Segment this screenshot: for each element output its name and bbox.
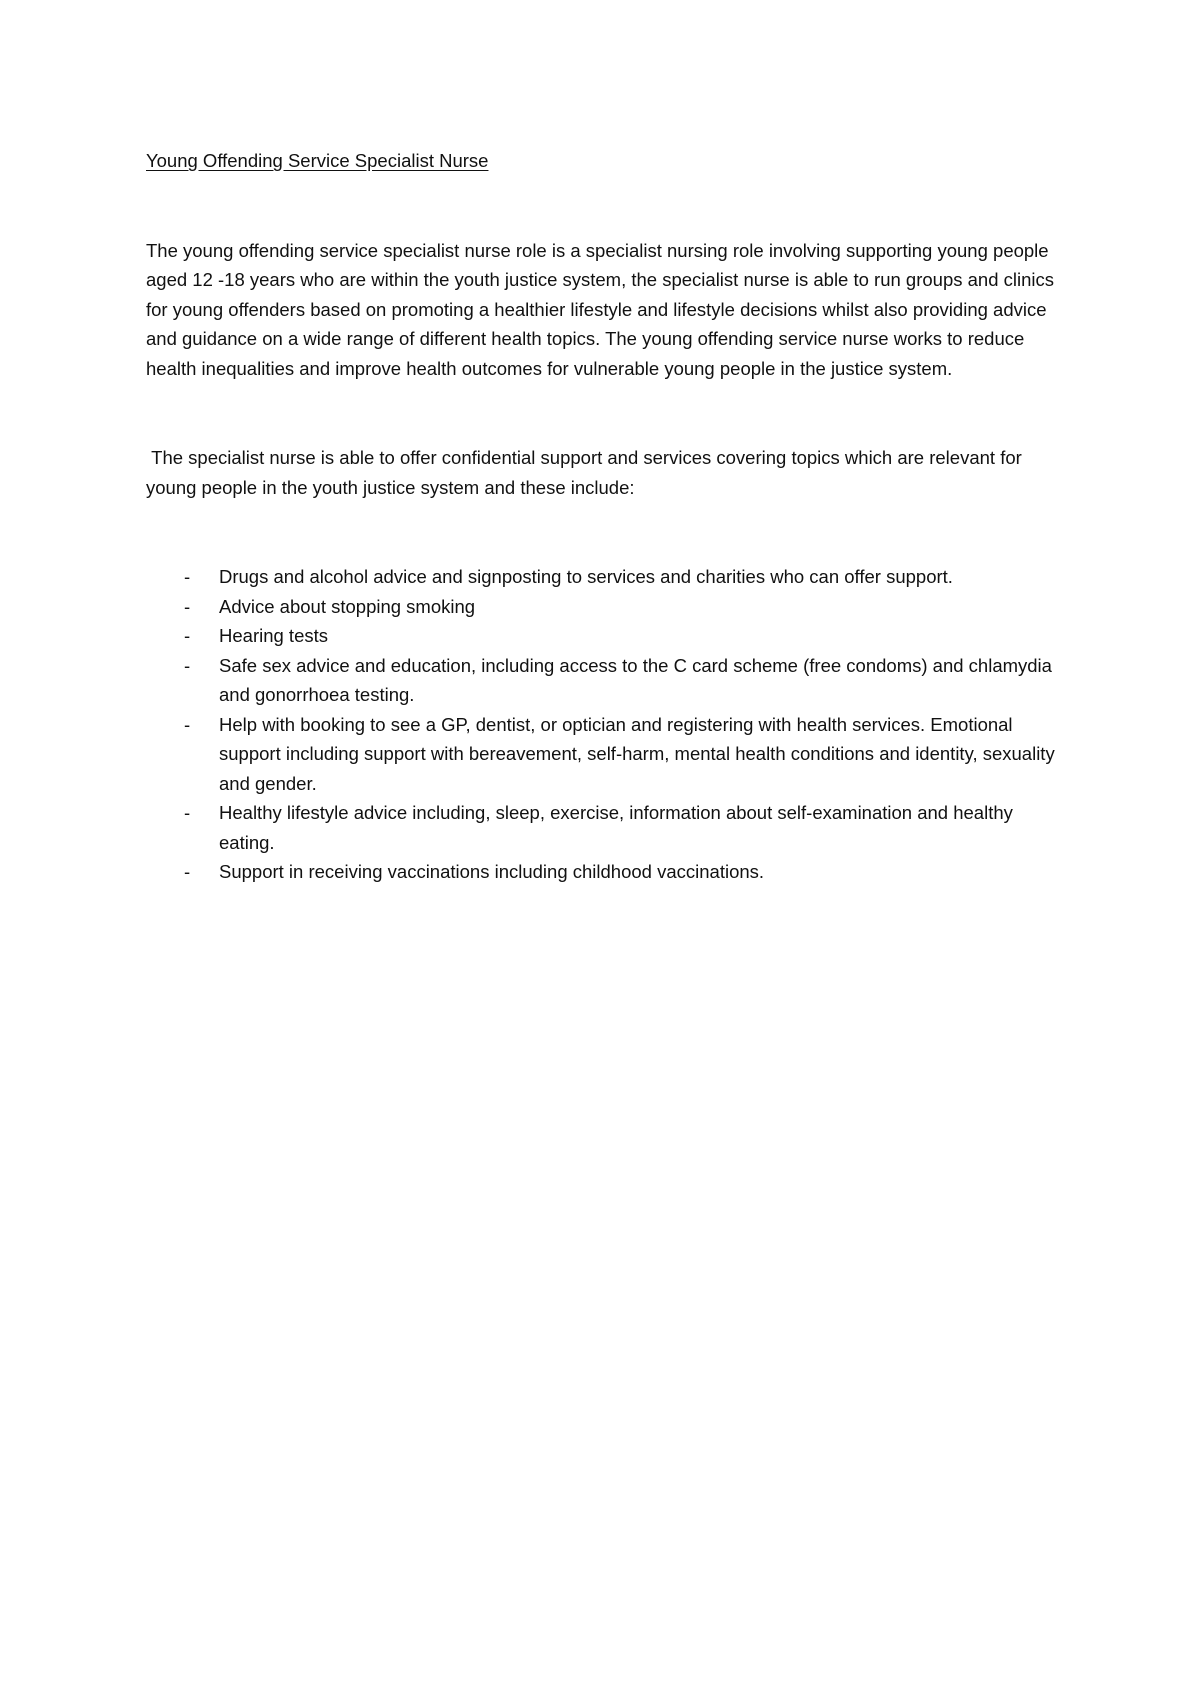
bullet-dash: - (184, 566, 191, 587)
list-item-text: Hearing tests (219, 625, 328, 646)
list-item-text: Help with booking to see a GP, dentist, or optician and registering with health services. Emotional support including support with bereavement, self-harm, mental health conditions and identity, sexuality and gender. (219, 713, 1055, 794)
bullet-dash: - (184, 625, 191, 646)
list-item-text: Support in receiving vaccinations including childhood vaccinations. (219, 861, 765, 882)
document-body (146, 146, 1066, 887)
list-item (146, 621, 1066, 651)
list-item-text: Advice about stopping smoking (219, 595, 476, 617)
document-title: Young Offending Service Specialist Nurse (146, 150, 489, 171)
list-item (146, 592, 1066, 622)
bullet-dash: - (184, 861, 191, 882)
bullet-dash: - (184, 713, 191, 735)
bullet-dash: - (184, 654, 191, 676)
list-item (146, 857, 1066, 887)
bullet-dash: - (184, 802, 191, 823)
list-item (146, 562, 1066, 592)
bullet-dash: - (184, 595, 191, 617)
list-item (146, 651, 1066, 710)
list-item-text: Safe sex advice and education, including access to the C card scheme (free condoms) and chlamydia and gonorrhoea testing. (219, 654, 1052, 705)
list-item (146, 710, 1066, 799)
services-intro-paragraph: The specialist nurse is able to offer confidential support and services covering topics which are relevant for young people in the youth justice system and these include: (146, 447, 1027, 498)
intro-paragraph: The young offending service specialist nurse role is a specialist nursing role involving supporting young people aged 12 -18 years who are within the youth justice system, the specialist nurse is able to run groups and clinics for young offenders based on promoting a healthier lifestyle and lifestyle decisions whilst also providing advice and guidance on a wide range of different health topics. The young offending service nurse works to reduce health inequalities and improve health outcomes for vulnerable young people in the justice system. (146, 239, 1055, 379)
list-item-text: Healthy lifestyle advice including, sleep, exercise, information about self-examination and healthy eating. (219, 802, 1013, 853)
services-list (146, 562, 1066, 887)
list-item (146, 798, 1066, 857)
list-item-text: Drugs and alcohol advice and signposting to services and charities who can offer support. (219, 566, 953, 587)
